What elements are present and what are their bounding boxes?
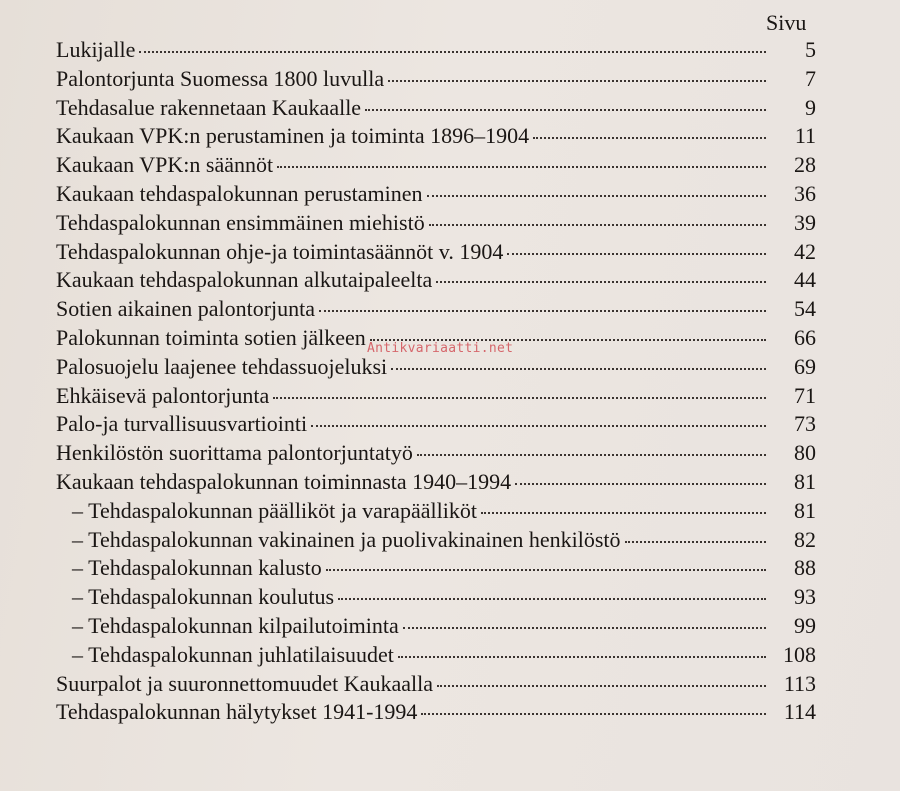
toc-entry-page-number: 71 xyxy=(794,382,816,408)
page-column-header: Sivu xyxy=(766,10,807,35)
toc-entry-title: Kaukaan tehdaspalokunnan perustaminen xyxy=(56,180,423,206)
toc-entry-page-number: 82 xyxy=(794,526,816,552)
toc-entry xyxy=(56,497,816,526)
watermark-text: Antikvariaatti.net xyxy=(367,341,514,356)
toc-entry xyxy=(56,151,816,180)
toc-entry-page-number: 81 xyxy=(794,497,816,523)
toc-entry-title: Suurpalot ja suuronnettomuudet Kaukaalla xyxy=(56,670,433,696)
toc-entry xyxy=(56,180,816,209)
toc-entry xyxy=(56,583,816,612)
dot-leader xyxy=(507,253,766,255)
toc-entry-title: Ehkäisevä palontorjunta xyxy=(56,382,270,408)
toc-entry-title: Palontorjunta Suomessa 1800 luvulla xyxy=(56,65,385,91)
toc-entry-title: Sotien aikainen palontorjunta xyxy=(56,296,316,322)
toc-entry-page-number: 42 xyxy=(794,238,816,264)
dot-leader xyxy=(515,483,766,485)
toc-entry-page-number: 39 xyxy=(794,209,816,235)
dot-leader xyxy=(625,541,766,543)
toc-entry-title: – Tehdaspalokunnan vakinainen ja puolivakinainen henkilöstö xyxy=(72,526,621,552)
toc-entry xyxy=(56,209,816,238)
dot-leader xyxy=(436,281,766,283)
dot-leader xyxy=(391,368,766,370)
toc-entry-page-number: 7 xyxy=(805,65,816,91)
toc-entry-title: – Tehdaspalokunnan koulutus xyxy=(72,584,335,610)
dot-leader xyxy=(481,512,766,514)
table-of-contents xyxy=(56,36,816,727)
toc-entry-title: Palokunnan toiminta sotien jälkeen xyxy=(56,324,366,350)
dot-leader xyxy=(437,685,766,687)
toc-entry-page-number: 54 xyxy=(794,296,816,322)
toc-entry-page-number: 69 xyxy=(794,353,816,379)
toc-entry-page-number: 28 xyxy=(794,152,816,178)
toc-entry-page-number: 114 xyxy=(783,699,816,725)
dot-leader xyxy=(139,51,766,53)
toc-entry-title: Lukijalle xyxy=(56,37,136,62)
toc-entry xyxy=(56,94,816,123)
toc-entry xyxy=(56,266,816,295)
toc-entry-title: – Tehdaspalokunnan kalusto xyxy=(72,555,322,581)
dot-leader xyxy=(338,598,766,600)
toc-entry-page-number: 108 xyxy=(783,641,816,667)
toc-entry-page-number: 88 xyxy=(794,555,816,581)
toc-entry-page-number: 44 xyxy=(794,267,816,293)
dot-leader xyxy=(533,137,766,139)
toc-entry-title: Kaukaan VPK:n säännöt xyxy=(56,152,274,178)
dot-leader xyxy=(277,166,766,168)
toc-entry-title: – Tehdaspalokunnan juhlatilaisuudet xyxy=(72,641,394,667)
toc-entry xyxy=(56,36,816,65)
toc-entry-title: Kaukaan tehdaspalokunnan alkutaipaleelta xyxy=(56,267,433,293)
toc-entry xyxy=(56,612,816,641)
toc-entry-page-number: 73 xyxy=(794,411,816,437)
toc-entry-title: Kaukaan VPK:n perustaminen ja toiminta 1896–1904 xyxy=(56,123,530,149)
toc-entry-page-number: 5 xyxy=(805,37,816,62)
dot-leader xyxy=(427,195,766,197)
toc-entry xyxy=(56,295,816,324)
toc-entry-title: Henkilöstön suorittama palontorjuntatyö xyxy=(56,440,413,466)
toc-entry-page-number: 9 xyxy=(805,94,816,120)
dot-leader xyxy=(403,627,766,629)
toc-entry-page-number: 113 xyxy=(783,670,816,696)
toc-entry xyxy=(56,698,816,727)
toc-entry xyxy=(56,439,816,468)
dot-leader xyxy=(365,109,766,111)
dot-leader xyxy=(398,656,766,658)
toc-entry xyxy=(56,670,816,699)
toc-entry-title: Tehdaspalokunnan ensimmäinen miehistö xyxy=(56,209,425,235)
toc-entry xyxy=(56,382,816,411)
dot-leader xyxy=(417,454,766,456)
toc-entry-page-number: 80 xyxy=(794,440,816,466)
toc-entry xyxy=(56,410,816,439)
dot-leader xyxy=(421,713,766,715)
toc-entry-title: Kaukaan tehdaspalokunnan toiminnasta 1940–1994 xyxy=(56,468,512,494)
toc-entry-title: Palo-ja turvallisuusvartiointi xyxy=(56,411,308,437)
toc-entry xyxy=(56,353,816,382)
toc-entry-title: Tehdasalue rakennetaan Kaukaalle xyxy=(56,94,362,120)
dot-leader xyxy=(319,310,766,312)
toc-entry-title: – Tehdaspalokunnan kilpailutoiminta xyxy=(72,612,399,638)
toc-entry xyxy=(56,526,816,555)
toc-entry xyxy=(56,65,816,94)
toc-entry xyxy=(56,641,816,670)
toc-entry-title: Tehdaspalokunnan hälytykset 1941-1994 xyxy=(56,699,418,725)
dot-leader xyxy=(429,224,766,226)
toc-entry xyxy=(56,122,816,151)
toc-entry-page-number: 36 xyxy=(794,180,816,206)
toc-entry xyxy=(56,238,816,267)
toc-entry-title: Palosuojelu laajenee tehdassuojeluksi xyxy=(56,353,388,379)
toc-entry-page-number: 66 xyxy=(794,324,816,350)
dot-leader xyxy=(326,569,766,571)
toc-entry xyxy=(56,554,816,583)
toc-entry-title: – Tehdaspalokunnan päälliköt ja varapäälliköt xyxy=(72,497,477,523)
dot-leader xyxy=(388,80,766,82)
toc-entry-page-number: 11 xyxy=(794,123,816,149)
dot-leader xyxy=(311,425,766,427)
toc-entry-page-number: 81 xyxy=(794,468,816,494)
toc-entry-title: Tehdaspalokunnan ohje-ja toimintasäännöt v. 1904 xyxy=(56,238,504,264)
toc-entry-page-number: 99 xyxy=(794,612,816,638)
toc-entry xyxy=(56,468,816,497)
dot-leader xyxy=(273,397,766,399)
toc-entry-page-number: 93 xyxy=(794,584,816,610)
